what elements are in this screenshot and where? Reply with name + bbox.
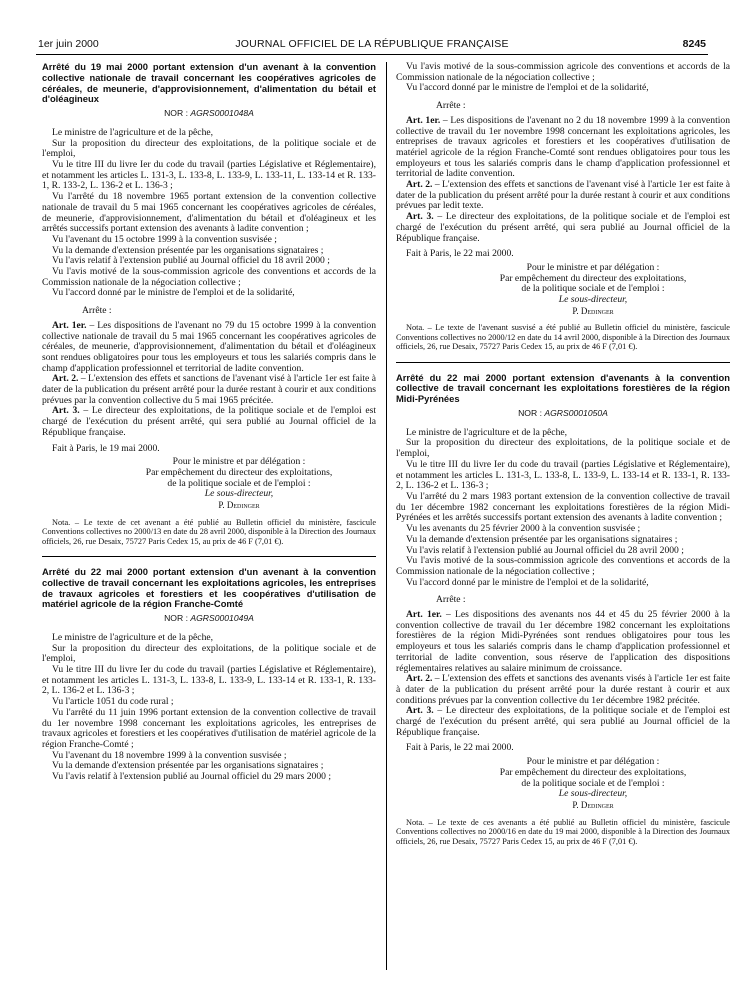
paragraph: Vu la demande d'extension présentée par les organisations signataires ; [52,244,324,256]
paragraph: Vu l'arrêté du 18 novembre 1965 portant extension de la convention collective nationale de travail du 5 mai 1965 concernant les coopératives agricoles de céréales, de meunerie, d'approvisionnement, d'alimentation du bétail et d'oléagineux et les arrêtés successifs portant extension des avenants à ladite convention ; [42,191,376,235]
decree-22-mai-franche-comte-continued [396,62,730,352]
nor-reference: NOR : AGRS0001050A [518,408,608,419]
paragraph: Vu le titre III du livre Ier du code du travail (parties Législative et Réglementaire), et notamment les articles L. 131-3, L. 133-8, L. 133-9, L. 133-14 et R. 133-1, R. 133-2, L. 136-2 et L. 136-3 ; [42,664,376,697]
arrete-heading: Arrête : [436,100,466,112]
paragraph: Vu la demande d'extension présentée par les organisations signataires ; [52,760,324,772]
publication-note: Nota. – Le texte de cet avenant a été publié au Bulletin officiel du ministère, fascicule Conventions collectives no 2000/13 en date du 28 avril 2000, disponible à la Direction des Journaux officiels, 26, rue Desaix, 75727 Paris Cedex 15, au prix de 46 F (7,01 €). [42,517,376,546]
paragraph: Vu les avenants du 25 février 2000 à la convention susvisée ; [406,523,641,535]
paragraph: Vu l'avenant du 15 octobre 1999 à la convention susvisée ; [52,233,277,245]
article: Art. 1er. – Les dispositions des avenants nos 44 et 45 du 25 février 2000 à la convention collective de travail du 1er décembre 1982 concernant les exploitations forestières de la région Midi-Pyrénées sont rendues obligatoires pour tous les employeurs et tous les salariés compris dans le champ d'application professionnel et territorial de ladite convention, sous réserve de l'application des dispositions réglementaires relatives au salaire minimum de croissance. [396,609,730,674]
paragraph: Vu le titre III du livre Ier du code du travail (parties Législative et Réglementaire), et notamment les articles L. 131-3, L. 133-8, L. 133-9, L. 133-14 et R. 133-1, R. 133-2, L. 136-2 et L. 136-3 ; [396,458,730,492]
paragraph: Vu l'accord donné par le ministre de l'emploi et de la solidarité, [52,287,295,299]
signed-place-date: Fait à Paris, le 19 mai 2000. [52,442,160,454]
signature-block: Pour le ministre et par délégation : Par empêchement du directeur des exploitations, de la politique sociale et de l'emploi : Le sous-directeur, P. Dedinger [499,756,687,810]
paragraph: Vu l'avis motivé de la sous-commission agricole des conventions et accords de la Commission nationale de la négociation collective ; [42,266,376,288]
decree-22-mai-franche-comte [42,567,376,783]
paragraph: Vu l'avenant du 18 novembre 1999 à la convention susvisée ; [52,749,287,761]
column-divider [386,62,387,970]
left-column [42,62,376,783]
publication-note: Nota. – Le texte de l'avenant susvisé a été publié au Bulletin officiel du ministère, fascicule Conventions collectives no 2000/12 en date du 14 avril 2000, disponible à la Direction des Journaux officiels, 26, rue Desaix, 75727 Paris Cedex 15, au prix de 46 F (7,01 €). [396,323,730,352]
arrete-heading: Arrête : [82,305,112,317]
paragraph: Le ministre de l'agriculture et de la pêche, [52,126,214,138]
nor-reference: NOR : AGRS0001048A [164,108,254,119]
article: Art. 1er. – Les dispositions de l'avenant no 2 du 18 novembre 1999 à la convention collective de travail du 1er novembre 1998 concernant les exploitations agricoles, les entreprises de travaux agricoles et forestiers et les coopératives d'utilisation de matériel agricole de la région Franche-Comté sont rendues obligatoires pour tous les employeurs et tous les salariés compris dans le champ d'application professionnel et territorial de ladite convention. [396,114,730,180]
arrete-heading: Arrête : [436,594,466,606]
decree-22-mai-midi-pyrenees [396,373,730,846]
signed-place-date: Fait à Paris, le 22 mai 2000. [406,742,514,754]
article: Art. 3. – Le directeur des exploitations, de la politique sociale et de l'emploi est chargé de l'exécution du présent arrêté, qui sera publié au Journal officiel de la République française. [396,211,730,244]
paragraph: Vu l'accord donné par le ministre de l'emploi et de la solidarité, [406,82,649,94]
section-separator [42,556,376,557]
paragraph: Sur la proposition du directeur des exploitations, de la politique sociale et de l'emploi, [42,642,376,665]
section-separator [396,362,730,363]
publication-note: Nota. – Le texte de ces avenants a été publié au Bulletin officiel du ministère, fascicule Conventions collectives no 2000/16 en date du 19 mai 2000, disponible à la Direction des Journaux officiels, 26, rue Desaix, 75727 Paris Cedex 15, au prix de 46 F (7,01 €). [396,817,730,846]
decree-19-mai [42,62,376,546]
article: Art. 3. – Le directeur des exploitations, de la politique sociale et de l'emploi est chargé de l'exécution du présent arrêté, qui sera publié au Journal officiel de la République française. [396,705,730,738]
article: Art. 2. – L'extension des effets et sanctions des avenants visés à l'article 1er est faite à dater de la publication du présent arrêté pour la durée restant à courir et aux conditions prévues par la convention collective du 1er décembre 1982 précitée. [396,673,730,706]
paragraph: Vu l'arrêté du 11 juin 1996 portant extension de la convention collective de travail du 1er novembre 1998 concernant les exploitations agricoles, les entreprises de travaux agricoles et forestiers et les coopératives d'utilisation de matériel agricole de la région Franche-Comté ; [42,706,376,750]
signature-block: Pour le ministre et par délégation : Par empêchement du directeur des exploitations, de la politique sociale et de l'emploi : Le sous-directeur, P. Dedinger [499,261,687,316]
paragraph: Vu l'avis motivé de la sous-commission agricole des conventions et accords de la Commission nationale de la négociation collective ; [396,61,730,83]
paragraph: Vu l'accord donné par le ministre de l'emploi et de la solidarité, [406,576,649,588]
paragraph: Vu l'avis relatif à l'extension publié au Journal officiel du 28 avril 2000 ; [406,544,684,556]
decree-title: Arrêté du 22 mai 2000 portant extension d'un avenant à la convention collective de travail concernant les exploitations agricoles, les entreprises de travaux agricoles et forestiers et les coopératives d'utilisation de matériel agricole de la région Franche-Comté [42,566,376,610]
journal-title: JOURNAL OFFICIEL DE LA RÉPUBLIQUE FRANÇAISE [235,38,509,50]
right-column [396,62,730,856]
decree-title: Arrêté du 22 mai 2000 portant extension d'avenants à la convention collective de travail concernant les exploitations forestières de la région Midi-Pyrénées [396,371,730,405]
paragraph: Sur la proposition du directeur des exploitations, de la politique sociale et de l'emploi, [396,437,730,460]
paragraph: Vu l'arrêté du 2 mars 1983 portant extension de la convention collective de travail du 1er décembre 1982 concernant les exploitations forestières de la région Midi-Pyrénées et les arrêtés successifs portant extension des avenants à ladite convention ; [396,491,730,524]
page-number: 8245 [682,38,706,50]
paragraph: Le ministre de l'agriculture et de la pêche, [52,631,214,643]
article: Art. 2. – L'extension des effets et sanctions de l'avenant visé à l'article 1er est faite à dater de la publication du présent arrêté pour la durée restant à courir et aux conditions prévues par ledit texte. [396,179,730,212]
article: Art. 2. – L'extension des effets et sanctions de l'avenant visé à l'article 1er est faite à dater de la publication du présent arrêté pour la durée restant à courir et aux conditions prévues par la convention collective du 5 mai 1965 précitée. [42,373,376,406]
paragraph: Sur la proposition du directeur des exploitations, de la politique sociale et de l'emploi, [42,137,376,160]
nor-reference: NOR : AGRS0001049A [164,613,254,624]
page-header [38,38,706,52]
decree-title: Arrêté du 19 mai 2000 portant extension d'un avenant à la convention collective nationale de travail concernant les coopératives agricoles de céréales, de meunerie, d'approvisionnement, d'alimentation du bétail et d'oléagineux [42,61,376,105]
paragraph: Vu l'article 1051 du code rural ; [52,696,174,708]
article: Art. 1er. – Les dispositions de l'avenant no 79 du 15 octobre 1999 à la convention collective nationale de travail du 5 mai 1965 concernant les coopératives agricoles de céréales, de meunerie, d'approvisionnement, d'alimentation du bétail et d'oléagineux sont rendues obligatoires pour tous les employeurs et tous les salariés compris dans le champ d'application professionnel et territorial de ladite convention. [42,319,376,374]
header-rule [36,54,708,55]
signed-place-date: Fait à Paris, le 22 mai 2000. [406,248,514,260]
signature-block: Pour le ministre et par délégation : Par empêchement du directeur des exploitations, de la politique sociale et de l'emploi : Le sous-directeur, P. Dedinger [145,456,333,511]
article: Art. 3. – Le directeur des exploitations, de la politique sociale et de l'emploi est chargé de l'exécution du présent arrêté, qui sera publié au Journal officiel de la République française. [42,405,376,438]
paragraph: Vu le titre III du livre Ier du code du travail (parties Législative et Réglementaire), et notamment les articles L. 131-3, L. 133-8, L. 133-9, L. 133-11, L. 133-14 et R. 133-1, R. 133-2, L. 136-2 et L. 136-3 ; [42,159,376,192]
issue-date: 1er juin 2000 [38,38,99,50]
paragraph: Vu l'avis relatif à l'extension publié au Journal officiel du 18 avril 2000 ; [52,255,330,267]
paragraph: Le ministre de l'agriculture et de la pêche, [406,426,568,438]
paragraph: Vu l'avis relatif à l'extension publié au Journal officiel du 29 mars 2000 ; [52,771,331,783]
paragraph: Vu la demande d'extension présentée par les organisations signataires ; [406,533,678,545]
paragraph: Vu l'avis motivé de la sous-commission agricole des conventions et accords de la Commission nationale de la négociation collective ; [396,555,730,577]
